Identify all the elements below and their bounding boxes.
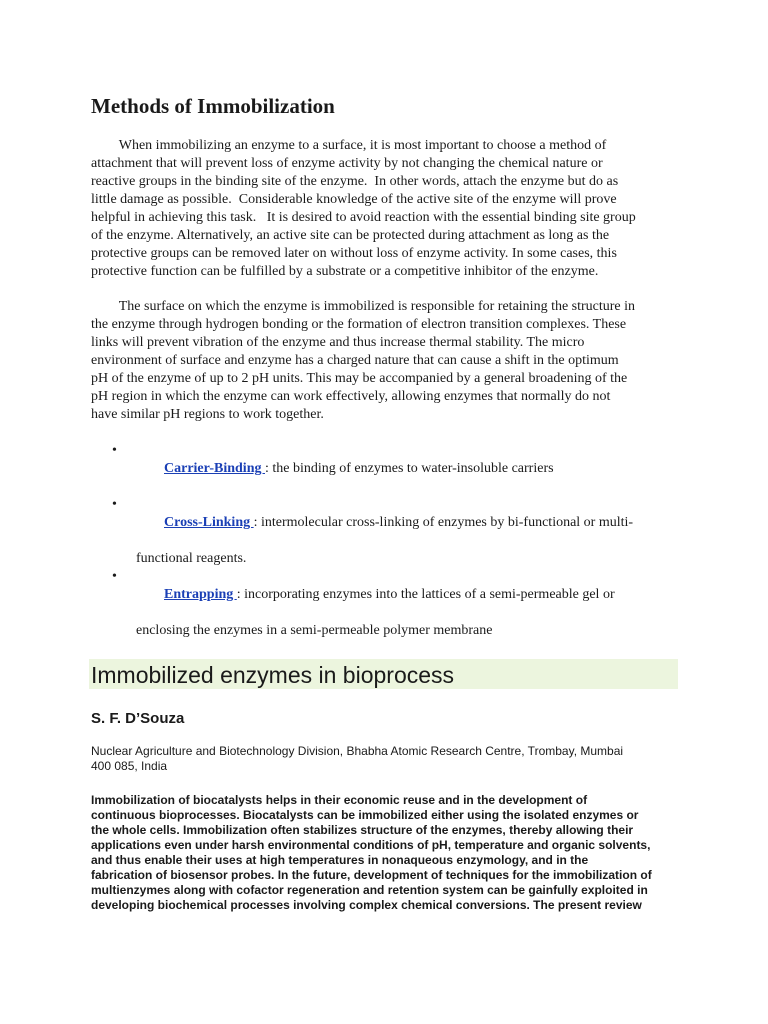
list-item-entrapping [91, 568, 691, 640]
methods-paragraph-2-line: The surface on which the enzyme is immobilized is responsible for retaining the structure in [91, 299, 636, 314]
article-author: S. F. D’Souza [91, 710, 185, 727]
methods-paragraph-1-line: protective groups can be removed later on without loss of enzyme activity. In some cases, this [91, 246, 617, 261]
cross-linking-link[interactable]: Cross-Linking [164, 515, 254, 530]
entrapping-link[interactable]: Entrapping [164, 587, 237, 602]
abstract-line: developing biochemical processes involving complex chemical conversions. The present review [91, 898, 642, 912]
methods-paragraph-1-line: reactive groups in the binding site of the enzyme. In other words, attach the enzyme but do as [91, 174, 619, 189]
abstract-line: and thus enable their uses at high temperatures in nonaqueous enzymology, and in the [91, 853, 589, 867]
methods-paragraph-2-line: pH region in which the enzyme can work effectively, allowing enzymes that normally do not [91, 389, 611, 404]
article-title: Immobilized enzymes in bioprocess [91, 662, 455, 688]
methods-heading: Methods of Immobilization [91, 94, 335, 118]
bullet-icon: • [112, 497, 117, 512]
methods-paragraph-2-line: pH of the enzyme of up to 2 pH units. This may be accompanied by a general broadening of the [91, 371, 628, 386]
methods-paragraph-1-line: little damage as possible. Considerable knowledge of the active site of the enzyme will prove [91, 192, 617, 207]
entrapping-description: : incorporating enzymes into the lattices of a semi-permeable gel or [236, 587, 615, 602]
author-affiliation [91, 744, 691, 774]
bullet-icon: • [112, 443, 117, 458]
methods-paragraph-2 [91, 298, 691, 424]
methods-paragraph-1-line: attachment that will prevent loss of enzyme activity by not changing the chemical nature or [91, 156, 603, 171]
abstract-line: fabrication of biosensor probes. In the future, development of techniques for the immobilization of [91, 868, 652, 882]
article-abstract [91, 793, 691, 913]
bullet-icon: • [112, 569, 117, 584]
affiliation-line: Nuclear Agriculture and Biotechnology Division, Bhabha Atomic Research Centre, Trombay, Mumbai [91, 744, 624, 758]
cross-linking-description: : intermolecular cross-linking of enzymes by bi-functional or multi- [253, 515, 634, 530]
methods-paragraph-2-line: have similar pH regions to work together. [91, 407, 324, 422]
methods-paragraph-1-line: helpful in achieving this task. It is desired to avoid reaction with the essential binding site group [91, 210, 636, 225]
cross-linking-description-cont: functional reagents. [136, 551, 247, 566]
methods-paragraph-1-line: of the enzyme. Alternatively, an active site can be protected during attachment as long as the [91, 228, 610, 243]
methods-paragraph-1 [91, 137, 691, 281]
abstract-line: multienzymes along with cofactor regeneration and retention system can be gainfully exploited in [91, 883, 648, 897]
affiliation-line: 400 085, India [91, 759, 168, 773]
abstract-line: continuous bioprocesses. Biocatalysts can be immobilized either using the isolated enzymes or [91, 808, 639, 822]
abstract-line: Immobilization of biocatalysts helps in their economic reuse and in the development of [91, 793, 588, 807]
carrier-binding-link[interactable]: Carrier-Binding [164, 461, 265, 476]
methods-paragraph-1-line: When immobilizing an enzyme to a surface, it is most important to choose a method of [91, 138, 607, 153]
methods-paragraph-1-line: protective function can be fulfilled by a substrate or a competitive inhibitor of the enzyme. [91, 264, 599, 279]
entrapping-description-cont: enclosing the enzymes in a semi-permeable polymer membrane [136, 623, 493, 638]
immobilization-methods-list [91, 442, 691, 640]
list-item-cross-linking [91, 496, 691, 568]
list-item-carrier-binding [91, 442, 691, 496]
carrier-binding-description: : the binding of enzymes to water-insoluble carriers [264, 461, 554, 476]
abstract-line: the whole cells. Immobilization often stabilizes structure of the enzymes, thereby allowing their [91, 823, 634, 837]
methods-paragraph-2-line: the enzyme through hydrogen bonding or the formation of electron transition complexes. These [91, 317, 627, 332]
methods-paragraph-2-line: links will prevent vibration of the enzyme and thus increase thermal stability. The micro [91, 335, 585, 350]
methods-paragraph-2-line: environment of surface and enzyme has a charged nature that can cause a shift in the optimum [91, 353, 619, 368]
abstract-line: applications even under harsh environmental conditions of pH, temperature and organic solvents, [91, 838, 651, 852]
